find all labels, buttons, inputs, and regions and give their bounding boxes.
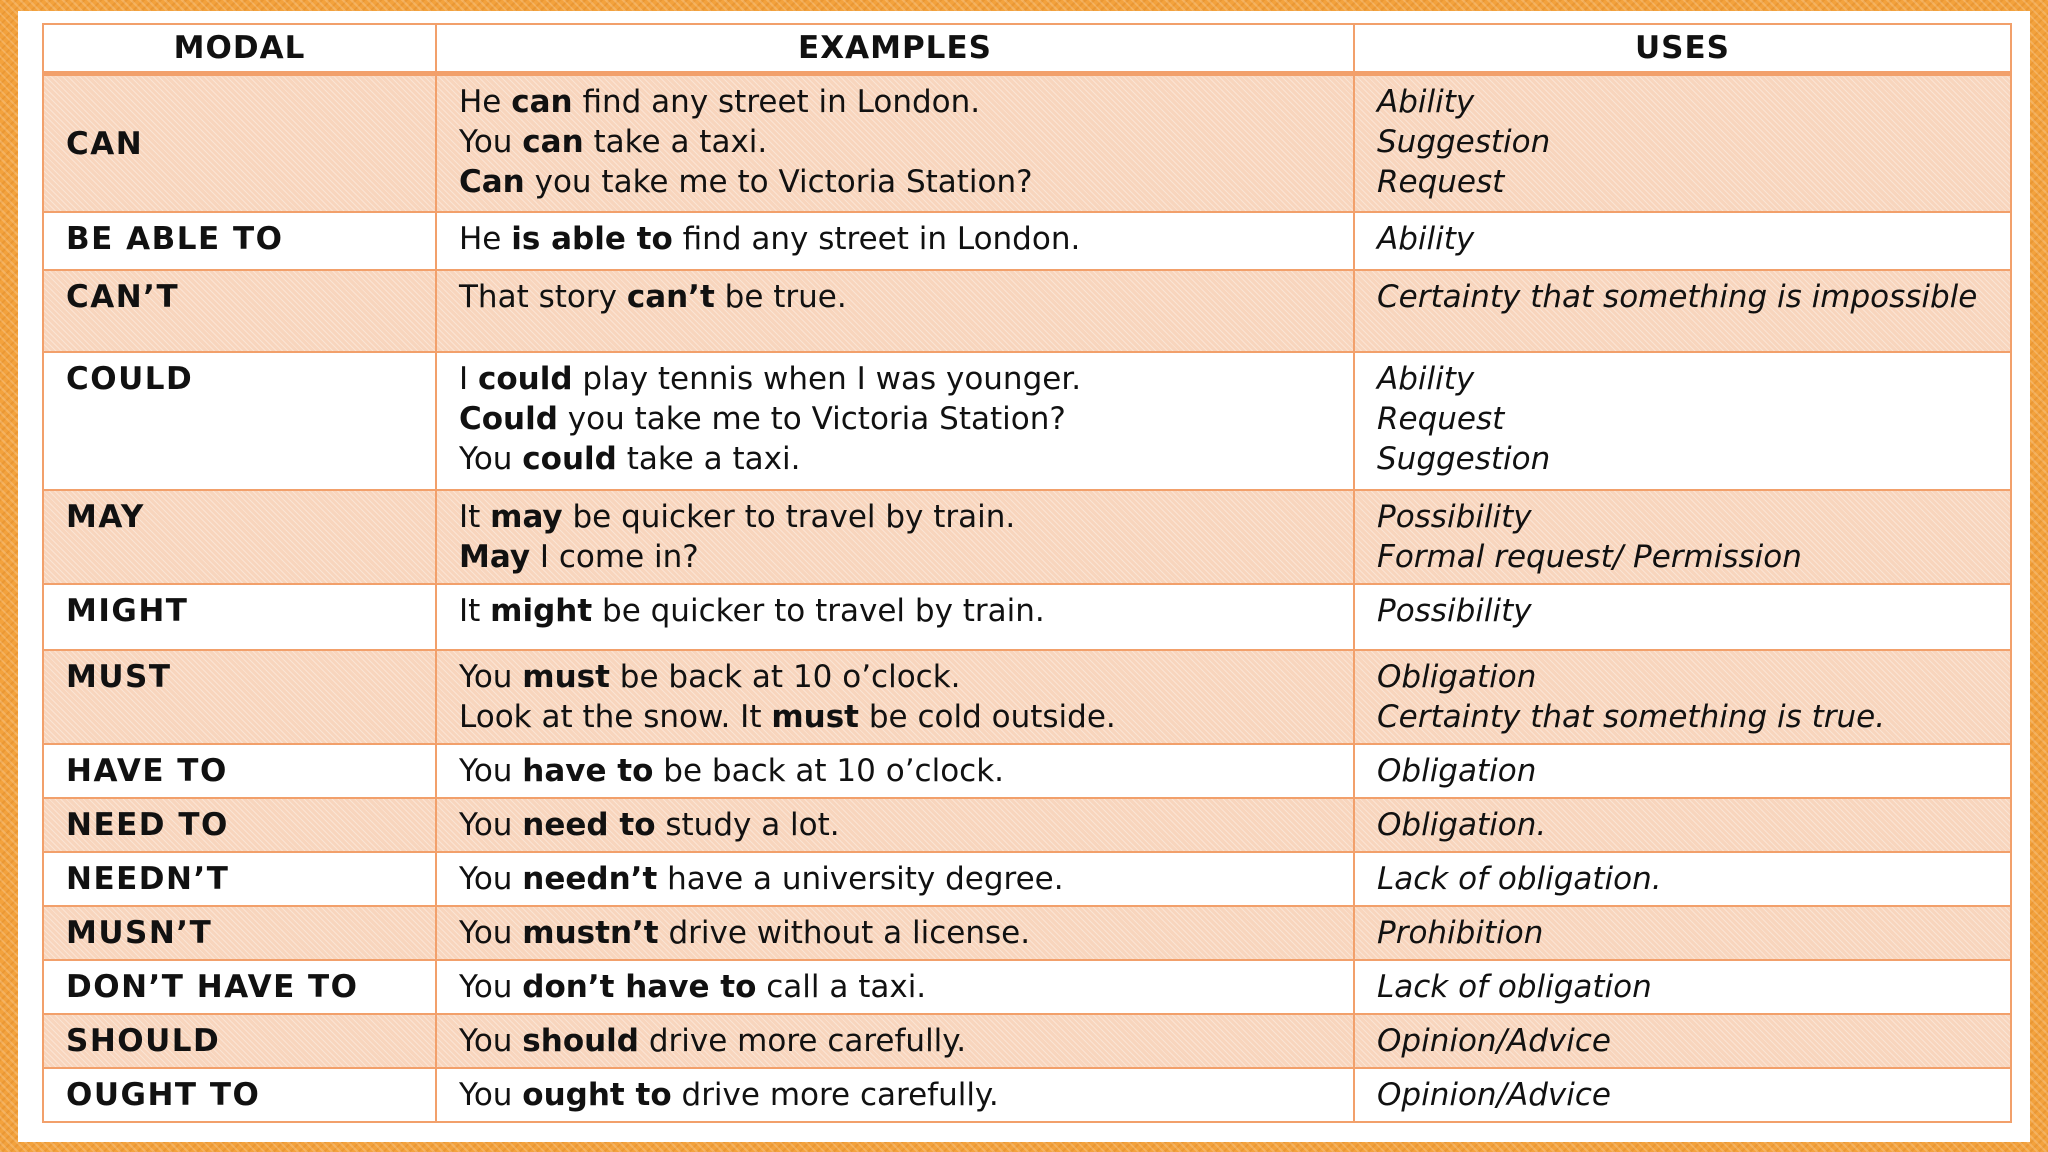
table-row [43, 1014, 2011, 1068]
modal-cell: MAY [43, 490, 436, 584]
table-header-row [43, 24, 2011, 74]
example-sentence [459, 591, 1331, 631]
examples-cell [436, 212, 1354, 270]
modal-cell: NEED TO [43, 798, 436, 852]
example-sentence [459, 805, 1331, 845]
uses-cell [1354, 584, 2011, 650]
examples-cell [436, 906, 1354, 960]
use-label: Ability [1377, 84, 1475, 120]
example-text: be quicker to travel by train. [592, 592, 1045, 629]
example-text: You [459, 860, 523, 897]
example-text: That story [459, 278, 627, 315]
use-label: Certainty that something is impossible [1377, 278, 1978, 315]
example-sentence [459, 913, 1331, 953]
example-sentence [459, 859, 1331, 899]
uses-cell [1354, 270, 2011, 352]
example-modal-highlight: Could [459, 400, 558, 437]
modal-cell: DON’T HAVE TO [43, 960, 436, 1014]
table-row [43, 212, 2011, 270]
example-text: find any street in London. [672, 220, 1081, 257]
example-text: You [459, 806, 523, 843]
table-row [43, 744, 2011, 798]
example-modal-highlight: don’t have to [522, 968, 757, 1005]
example-sentence [459, 1021, 1331, 1061]
table-row [43, 798, 2011, 852]
example-text: study a lot. [655, 806, 840, 843]
modal-cell: BE ABLE TO [43, 212, 436, 270]
example-sentence [459, 439, 1331, 479]
example-modal-highlight: is able to [511, 220, 673, 257]
use-label: Obligation [1377, 752, 1537, 789]
uses-cell [1354, 744, 2011, 798]
use-label: Certainty that something is true. [1377, 698, 1886, 735]
examples-cell [436, 798, 1354, 852]
example-text: be true. [714, 278, 847, 315]
example-modal-highlight: can [511, 84, 573, 120]
example-text: you take me to Victoria Station? [524, 164, 1033, 200]
table-row [43, 960, 2011, 1014]
examples-cell [436, 490, 1354, 584]
example-text: find any street in London. [572, 84, 981, 120]
example-text: drive more carefully. [671, 1076, 999, 1113]
example-sentence [459, 697, 1331, 737]
example-text: play tennis when I was younger. [572, 360, 1082, 397]
examples-cell [436, 650, 1354, 744]
use-label: Obligation [1377, 658, 1537, 695]
example-sentence [459, 162, 1331, 202]
examples-cell [436, 852, 1354, 906]
example-text: You [459, 1076, 523, 1113]
use-label: Suggestion [1377, 440, 1551, 477]
example-modal-highlight: mustn’t [522, 914, 659, 951]
examples-cell [436, 352, 1354, 490]
use-label: Obligation. [1377, 806, 1547, 843]
table-row [43, 270, 2011, 352]
slide-page [18, 11, 2030, 1142]
use-label: Ability [1377, 360, 1475, 397]
example-sentence [459, 82, 1331, 122]
example-modal-highlight: might [490, 592, 593, 629]
example-modal-highlight: need to [522, 806, 656, 843]
example-modal-highlight: should [522, 1022, 640, 1059]
use-label: Request [1377, 164, 1505, 200]
modal-verbs-table [42, 23, 2012, 1123]
example-text: you take me to Victoria Station? [557, 400, 1066, 437]
use-label: Prohibition [1377, 914, 1544, 951]
modal-cell: HAVE TO [43, 744, 436, 798]
uses-cell [1354, 1068, 2011, 1122]
modal-cell: MUSN’T [43, 906, 436, 960]
uses-cell [1354, 852, 2011, 906]
table-row [43, 584, 2011, 650]
header-examples: EXAMPLES [436, 24, 1354, 74]
example-sentence [459, 967, 1331, 1007]
example-modal-highlight: could [478, 360, 573, 397]
example-sentence [459, 537, 1331, 577]
example-text: be quicker to travel by train. [562, 498, 1016, 535]
use-label: Possibility [1377, 498, 1532, 535]
table-row [43, 852, 2011, 906]
modal-cell: SHOULD [43, 1014, 436, 1068]
example-text: He [459, 220, 512, 257]
table-row [43, 490, 2011, 584]
modal-cell: MIGHT [43, 584, 436, 650]
table-body [43, 74, 2011, 1122]
example-modal-highlight: may [490, 498, 563, 535]
example-text: I come in? [530, 538, 699, 575]
uses-cell [1354, 650, 2011, 744]
uses-cell [1354, 960, 2011, 1014]
example-text: be back at 10 o’clock. [609, 658, 961, 695]
header-modal: MODAL [43, 24, 436, 74]
example-modal-highlight: must [771, 698, 859, 735]
examples-cell [436, 960, 1354, 1014]
table-row [43, 352, 2011, 490]
modal-cell: MUST [43, 650, 436, 744]
example-modal-highlight: can [522, 124, 584, 160]
example-text: Look at the snow. It [459, 698, 772, 735]
example-modal-highlight: could [522, 440, 617, 477]
example-text: You [459, 1022, 523, 1059]
example-sentence [459, 1075, 1331, 1115]
use-label: Lack of obligation. [1377, 860, 1662, 897]
example-text: drive more carefully. [639, 1022, 967, 1059]
example-sentence [459, 399, 1331, 439]
examples-cell [436, 270, 1354, 352]
example-text: take a taxi. [583, 124, 768, 160]
modal-cell: COULD [43, 352, 436, 490]
example-text: call a taxi. [756, 968, 927, 1005]
uses-cell [1354, 1014, 2011, 1068]
modal-cell: OUGHT TO [43, 1068, 436, 1122]
use-label: Lack of obligation [1377, 968, 1652, 1005]
example-text: have a university degree. [657, 860, 1064, 897]
example-text: You [459, 752, 523, 789]
example-sentence [459, 219, 1331, 259]
example-sentence [459, 751, 1331, 791]
modal-cell: CAN [43, 74, 436, 212]
header-uses: USES [1354, 24, 2011, 74]
use-label: Request [1377, 400, 1505, 437]
example-text: be back at 10 o’clock. [653, 752, 1005, 789]
example-modal-highlight: May [459, 538, 531, 575]
use-label: Formal request/ Permission [1377, 538, 1802, 575]
example-text: take a taxi. [616, 440, 801, 477]
uses-cell [1354, 490, 2011, 584]
example-text: You [459, 658, 523, 695]
modal-cell: NEEDN’T [43, 852, 436, 906]
example-modal-highlight: needn’t [522, 860, 658, 897]
examples-cell [436, 584, 1354, 650]
modal-cell: CAN’T [43, 270, 436, 352]
example-text: It [459, 498, 491, 535]
table-row [43, 650, 2011, 744]
example-text: You [459, 440, 523, 477]
example-sentence [459, 122, 1331, 162]
uses-cell [1354, 212, 2011, 270]
uses-cell [1354, 74, 2011, 212]
uses-cell [1354, 906, 2011, 960]
example-modal-highlight: have to [522, 752, 654, 789]
use-label: Opinion/Advice [1377, 1076, 1611, 1113]
example-modal-highlight: ought to [522, 1076, 672, 1113]
example-text: You [459, 968, 523, 1005]
example-sentence [459, 497, 1331, 537]
uses-cell [1354, 798, 2011, 852]
uses-cell [1354, 352, 2011, 490]
example-modal-highlight: Can [459, 164, 525, 200]
table-row [43, 906, 2011, 960]
examples-cell [436, 744, 1354, 798]
example-modal-highlight: can’t [626, 278, 715, 315]
example-text: be cold outside. [859, 698, 1116, 735]
examples-cell [436, 1068, 1354, 1122]
example-text: It [459, 592, 491, 629]
example-sentence [459, 277, 1331, 317]
example-text: You [459, 914, 523, 951]
examples-cell [436, 74, 1354, 212]
example-text: I [459, 360, 478, 397]
use-label: Opinion/Advice [1377, 1022, 1611, 1059]
examples-cell [436, 1014, 1354, 1068]
example-modal-highlight: must [522, 658, 610, 695]
example-text: drive without a license. [658, 914, 1031, 951]
use-label: Ability [1377, 220, 1475, 257]
use-label: Possibility [1377, 592, 1532, 629]
table-row [43, 1068, 2011, 1122]
example-text: He [459, 84, 512, 120]
example-sentence [459, 657, 1331, 697]
example-sentence [459, 359, 1331, 399]
example-text: You [459, 124, 523, 160]
table-row [43, 74, 2011, 212]
use-label: Suggestion [1377, 124, 1551, 160]
